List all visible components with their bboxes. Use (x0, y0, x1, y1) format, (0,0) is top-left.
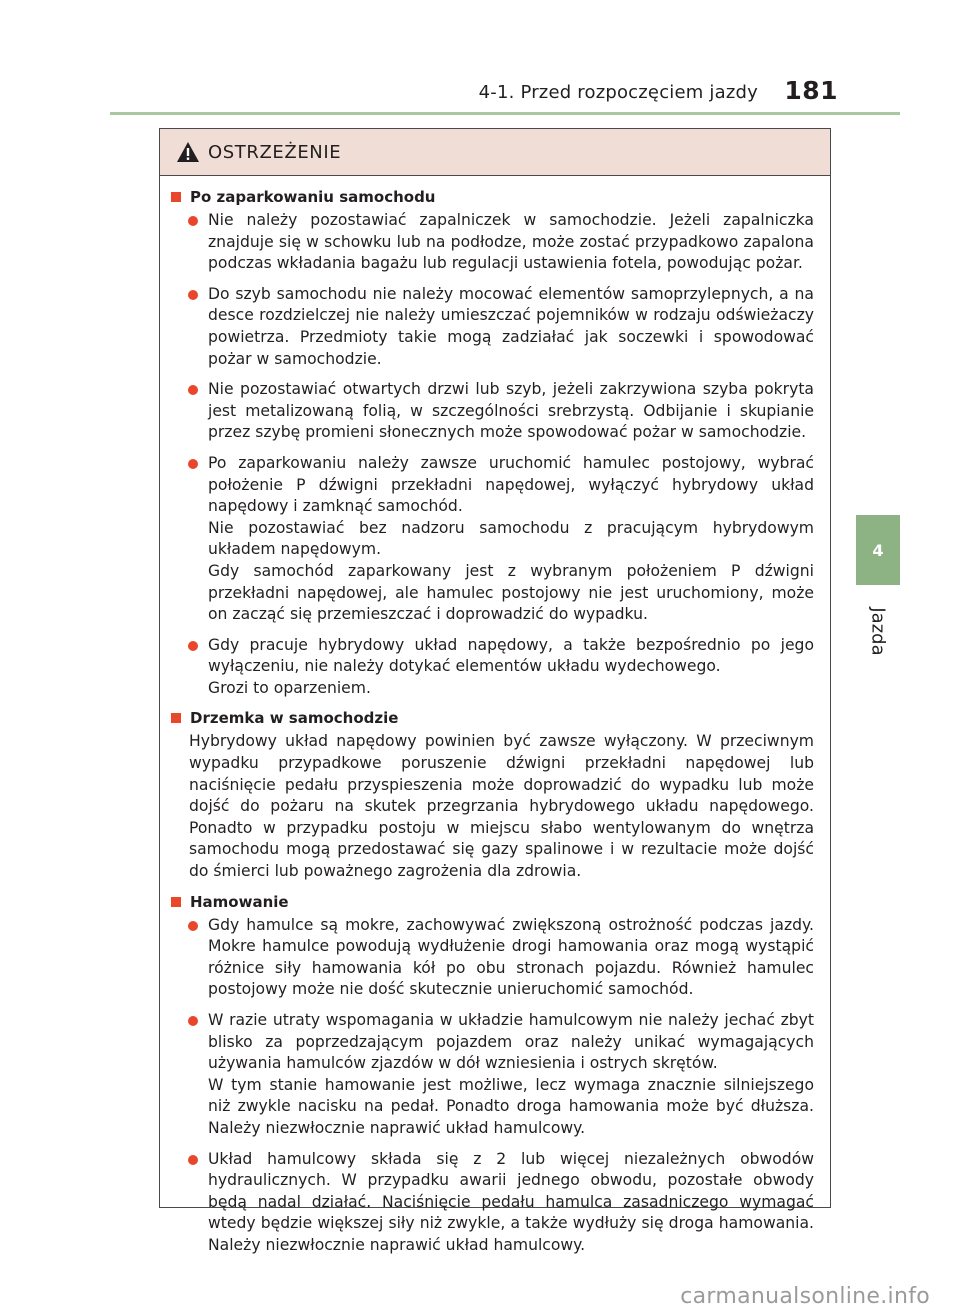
list-item-text: Grozi to oparzeniem. (208, 678, 371, 697)
list-item-text: Gdy hamulce są mokre, zachowywać zwiększoną ostrożność podczas jazdy. Mokre hamulce powodują wydłużenie drogi hamowania oraz mogą wystąpić różnice siły hamowania kół po obu stronach pojazdu. Również hamulec postojowy może nie dość skutecznie unieruchomić samochód. (208, 915, 814, 999)
warning-title: OSTRZEŻENIE (208, 141, 342, 163)
warning-triangle-icon (176, 141, 200, 163)
circle-bullet-icon (188, 641, 198, 651)
list-item (168, 1010, 814, 1140)
list-item (168, 284, 814, 370)
header-divider (110, 112, 900, 115)
watermark: carmanualsonline.info (680, 1284, 930, 1309)
list-item-text: Układ hamulcowy składa się z 2 lub więcej niezależnych obwodów hydraulicznych. W przypadku awarii jednego obwodu, pozostałe obwody będą nadal działać. Naciśnięcie pedału hamulca zasadniczego wymagać wtedy będzie większej siły niż zwykle, a także wydłuży się droga hamowania. Należy niezwłocznie naprawić układ hamulcowy. (208, 1149, 814, 1254)
section-title-text: Drzemka w samochodzie (190, 709, 399, 728)
chapter-number: 4 (872, 540, 884, 560)
list-item (168, 1149, 814, 1257)
chapter-label: Jazda (867, 606, 889, 656)
section-title (168, 188, 814, 206)
circle-bullet-icon (188, 385, 198, 395)
warning-header (160, 129, 830, 176)
square-bullet-icon (171, 192, 181, 202)
list-item (168, 210, 814, 275)
circle-bullet-icon (188, 1155, 198, 1165)
list-item (168, 915, 814, 1001)
list-item-text: Nie pozostawiać bez nadzoru samochodu z pracującym hybrydowym układem napędowym. (208, 518, 814, 559)
circle-bullet-icon (188, 1016, 198, 1026)
section-title (168, 709, 814, 727)
list-item-text: W razie utraty wspomagania w układzie hamulcowym nie należy jechać zbyt blisko za poprzedzającym pojazdem oraz należy unikać wymagających używania hamulców zjazdów w dół wzniesienia i ostrych skrętów. (208, 1011, 814, 1073)
section-title-text: Po zaparkowaniu samochodu (190, 188, 436, 206)
circle-bullet-icon (188, 290, 198, 300)
list-item-text: W tym stanie hamowanie jest możliwe, lecz wymaga znacznie silniejszego niż zwykle nacisku na pedał. Ponadto droga hamowania może być dłuższa. Należy niezwłocznie naprawić układ hamulcowy. (208, 1075, 814, 1137)
circle-bullet-icon (188, 459, 198, 469)
running-header-title: 4-1. Przed rozpoczęciem jazdy (478, 82, 758, 103)
list-item-text: Nie pozostawiać otwartych drzwi lub szyb, jeżeli zakrzywiona szyba pokryta jest metalizowaną folią, w szczególności srebrzystą. Odbijanie i skupianie przez szybę promieni słonecznych może spowodować pożar w samochodzie. (208, 380, 814, 442)
chapter-tab (856, 515, 900, 585)
list-item-text: Po zaparkowaniu należy zawsze uruchomić hamulec postojowy, wybrać położenie P dźwigni przekładni napędowej, wyłączyć hybrydowy układ napędowy i zamknąć samochód. (208, 453, 814, 516)
warning-box (159, 128, 831, 1254)
circle-bullet-icon (188, 216, 198, 226)
list-item-text: Nie należy pozostawiać zapalniczek w samochodzie. Jeżeli zapalniczka znajduje się w schowku lub na podłodze, może zostać przypadkowo zapalona podczas wkładania bagażu lub regulacji ustawienia fotela, powodując pożar. (208, 211, 814, 273)
list-item (168, 453, 814, 626)
chapter-label-container (866, 596, 890, 666)
page-number: 181 (784, 76, 838, 105)
section-title-text: Hamowanie (190, 892, 289, 911)
list-item (168, 379, 814, 444)
section-title (168, 893, 814, 911)
warning-body (160, 176, 830, 1257)
list-item-text: Do szyb samochodu nie należy mocować elementów samoprzylepnych, a na desce rozdzielczej nie należy umieszczać pojemników w rodzaju odświeżaczy powietrza. Przedmioty takie mogą zadziałać jak soczewki i spowodować pożar w samochodzie. (208, 284, 814, 368)
circle-bullet-icon (188, 921, 198, 931)
section-paragraph: Hybrydowy układ napędowy powinien być zawsze wyłączony. W przeciwnym wypadku przypadkowe poruszenie dźwigni przekładni napędowej lub naciśnięcie pedału przyspieszenia może doprowadzić do wypadku lub może dojść do pożaru na skutek przegrzania hybrydowego układu napędowego. Ponadto w przypadku postoju w miejscu słabo wentylowanym do wnętrza samochodu mogą przedostawać się gazy spalinowe i w rezultacie może dojść do śmierci lub poważnego zagrożenia dla zdrowia. (189, 732, 814, 881)
list-item-text: Gdy pracuje hybrydowy układ napędowy, a także bezpośrednio po jego wyłączeniu, nie należy dotykać elementów układu wydechowego. (208, 635, 814, 676)
square-bullet-icon (171, 897, 181, 907)
list-item (168, 635, 814, 700)
list-item-text: Gdy samochód zaparkowany jest z wybranym położeniem P dźwigni przekładni napędowej, ale hamulec postojowy nie jest uruchomiony, może on zacząć się przemieszczać i doprowadzić do wypadku. (208, 561, 814, 624)
square-bullet-icon (171, 713, 181, 723)
